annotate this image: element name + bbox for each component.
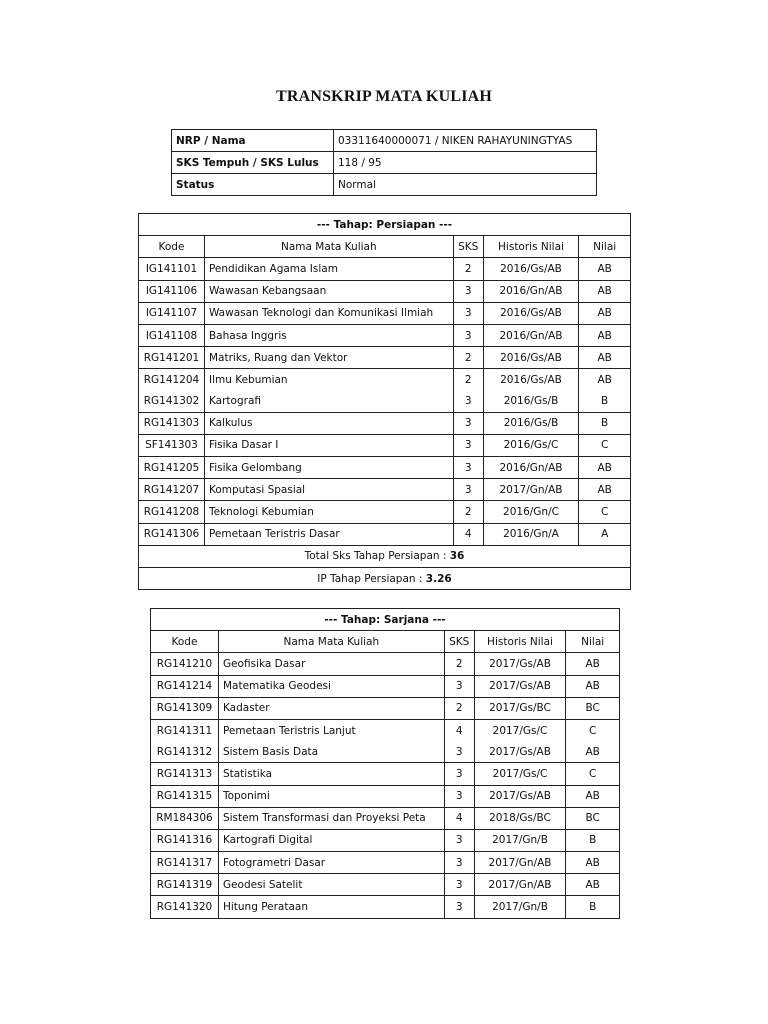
course-row (139, 412, 631, 434)
course-nama: Geodesi Satelit (218, 874, 444, 896)
course-historis: 2016/Gs/B (483, 412, 579, 434)
course-historis: 2017/Gn/B (474, 896, 566, 918)
course-nama: Kadaster (218, 697, 444, 719)
course-row (151, 785, 620, 807)
course-row (139, 324, 631, 346)
ip-label: IP Tahap Persiapan : (317, 572, 426, 585)
course-nilai: B (566, 896, 620, 918)
course-sks: 3 (444, 741, 474, 763)
course-kode: RG141210 (151, 653, 219, 675)
course-row (151, 829, 620, 851)
course-nama: Ilmu Kebumian (204, 369, 453, 391)
course-sks: 3 (453, 302, 483, 324)
course-row (151, 852, 620, 874)
course-row (139, 434, 631, 456)
course-historis: 2017/Gs/AB (474, 741, 566, 763)
course-nama: Sistem Basis Data (218, 741, 444, 763)
course-kode: RG141208 (139, 501, 205, 523)
course-nilai: AB (579, 324, 631, 346)
course-row (139, 369, 631, 391)
col-kode: Kode (151, 631, 219, 653)
course-kode: RG141317 (151, 852, 219, 874)
course-nilai: AB (566, 852, 620, 874)
course-nama: Bahasa Inggris (204, 324, 453, 346)
course-kode: RG141311 (151, 719, 219, 741)
col-sks: SKS (444, 631, 474, 653)
course-row (139, 457, 631, 479)
course-kode: RG141207 (139, 479, 205, 501)
course-nilai: C (579, 501, 631, 523)
course-nilai: C (579, 434, 631, 456)
course-historis: 2016/Gs/B (483, 391, 579, 413)
course-historis: 2017/Gs/BC (474, 697, 566, 719)
course-nama: Hitung Perataan (218, 896, 444, 918)
course-row (139, 501, 631, 523)
course-row (151, 807, 620, 829)
course-row (139, 280, 631, 302)
course-historis: 2017/Gs/AB (474, 785, 566, 807)
course-nama: Wawasan Kebangsaan (204, 280, 453, 302)
course-nilai: AB (566, 653, 620, 675)
course-row (151, 697, 620, 719)
col-nama: Nama Mata Kuliah (218, 631, 444, 653)
course-kode: RG141302 (139, 391, 205, 413)
course-nilai: B (579, 391, 631, 413)
course-nama: Teknologi Kebumian (204, 501, 453, 523)
course-nilai: AB (579, 479, 631, 501)
course-nilai: C (566, 763, 620, 785)
course-historis: 2016/Gs/AB (483, 258, 579, 280)
course-sks: 3 (453, 434, 483, 456)
info-row (172, 174, 597, 196)
course-kode: RG141205 (139, 457, 205, 479)
course-kode: RG141315 (151, 785, 219, 807)
course-row (151, 741, 620, 763)
info-label: Status (172, 174, 334, 196)
course-nilai: AB (566, 741, 620, 763)
course-historis: 2017/Gn/B (474, 829, 566, 851)
course-sks: 3 (453, 479, 483, 501)
col-historis: Historis Nilai (474, 631, 566, 653)
course-historis: 2016/Gn/A (483, 523, 579, 545)
persiapan-table (138, 213, 631, 590)
course-sks: 2 (453, 347, 483, 369)
course-sks: 3 (444, 852, 474, 874)
total-sks-value: 36 (449, 550, 465, 563)
total-sks-row (139, 545, 631, 567)
ip-row (139, 568, 631, 590)
course-historis: 2018/Gs/BC (474, 807, 566, 829)
course-sks: 3 (444, 874, 474, 896)
course-nama: Fisika Dasar I (204, 434, 453, 456)
course-kode: RG141319 (151, 874, 219, 896)
info-label: NRP / Nama (172, 130, 334, 152)
course-row (139, 523, 631, 545)
total-sks (139, 545, 631, 567)
col-kode: Kode (139, 236, 205, 258)
course-nama: Pemetaan Teristris Dasar (204, 523, 453, 545)
course-nilai: AB (579, 258, 631, 280)
course-sks: 2 (453, 258, 483, 280)
course-historis: 2016/Gs/C (483, 434, 579, 456)
course-kode: RG141313 (151, 763, 219, 785)
course-historis: 2017/Gs/AB (474, 653, 566, 675)
course-kode: RG141316 (151, 829, 219, 851)
course-row (139, 479, 631, 501)
course-kode: RG141306 (139, 523, 205, 545)
course-historis: 2017/Gn/AB (474, 874, 566, 896)
info-value: 03311640000071 / NIKEN RAHAYUNINGTYAS (334, 130, 597, 152)
course-nilai: A (579, 523, 631, 545)
course-kode: RG141204 (139, 369, 205, 391)
course-historis: 2016/Gs/AB (483, 302, 579, 324)
course-nilai: AB (579, 280, 631, 302)
column-header-row (139, 236, 631, 258)
col-historis: Historis Nilai (483, 236, 579, 258)
course-nama: Statistika (218, 763, 444, 785)
stage-heading: --- Tahap: Persiapan --- (139, 214, 631, 236)
course-historis: 2016/Gn/AB (483, 324, 579, 346)
stage-heading: --- Tahap: Sarjana --- (151, 609, 620, 631)
course-row (139, 391, 631, 413)
course-historis: 2016/Gn/C (483, 501, 579, 523)
course-sks: 3 (444, 763, 474, 785)
course-nama: Toponimi (218, 785, 444, 807)
course-sks: 2 (444, 697, 474, 719)
course-historis: 2017/Gs/AB (474, 675, 566, 697)
course-kode: IG141106 (139, 280, 205, 302)
course-historis: 2017/Gs/C (474, 719, 566, 741)
course-nama: Pemetaan Teristris Lanjut (218, 719, 444, 741)
info-value: Normal (334, 174, 597, 196)
course-kode: RG141201 (139, 347, 205, 369)
column-header-row (151, 631, 620, 653)
course-kode: RG141312 (151, 741, 219, 763)
course-sks: 3 (453, 412, 483, 434)
course-nama: Matriks, Ruang dan Vektor (204, 347, 453, 369)
course-sks: 3 (444, 829, 474, 851)
course-row (151, 896, 620, 918)
course-kode: IG141101 (139, 258, 205, 280)
course-nilai: AB (579, 457, 631, 479)
col-nama: Nama Mata Kuliah (204, 236, 453, 258)
course-nilai: AB (579, 302, 631, 324)
info-row (172, 152, 597, 174)
info-value: 118 / 95 (334, 152, 597, 174)
info-row (172, 130, 597, 152)
course-sks: 3 (453, 280, 483, 302)
course-nama: Kalkulus (204, 412, 453, 434)
course-row (139, 258, 631, 280)
course-sks: 3 (453, 324, 483, 346)
course-nama: Wawasan Teknologi dan Komunikasi Ilmiah (204, 302, 453, 324)
col-sks: SKS (453, 236, 483, 258)
course-nama: Matematika Geodesi (218, 675, 444, 697)
course-kode: SF141303 (139, 434, 205, 456)
course-sks: 3 (444, 785, 474, 807)
course-nilai: C (566, 719, 620, 741)
course-sks: 2 (453, 501, 483, 523)
course-historis: 2017/Gn/AB (474, 852, 566, 874)
stage-heading-row (139, 214, 631, 236)
page-title: TRANSKRIP MATA KULIAH (275, 88, 493, 105)
ip-tahap (139, 568, 631, 590)
course-sks: 3 (444, 896, 474, 918)
student-info-table (171, 129, 597, 196)
stage-heading-row (151, 609, 620, 631)
course-nama: Fisika Gelombang (204, 457, 453, 479)
course-kode: IG141107 (139, 302, 205, 324)
course-row (151, 874, 620, 896)
course-sks: 4 (453, 523, 483, 545)
course-row (139, 347, 631, 369)
course-nama: Geofisika Dasar (218, 653, 444, 675)
course-kode: RG141303 (139, 412, 205, 434)
course-nama: Kartografi Digital (218, 829, 444, 851)
course-kode: RM184306 (151, 807, 219, 829)
course-kode: IG141108 (139, 324, 205, 346)
course-nilai: BC (566, 697, 620, 719)
course-sks: 2 (453, 369, 483, 391)
course-historis: 2016/Gn/AB (483, 457, 579, 479)
course-nilai: AB (579, 347, 631, 369)
course-kode: RG141309 (151, 697, 219, 719)
course-nama: Pendidikan Agama Islam (204, 258, 453, 280)
course-nama: Komputasi Spasial (204, 479, 453, 501)
course-row (151, 763, 620, 785)
course-sks: 2 (444, 653, 474, 675)
course-historis: 2016/Gs/AB (483, 369, 579, 391)
course-sks: 3 (453, 391, 483, 413)
course-kode: RG141320 (151, 896, 219, 918)
course-row (151, 653, 620, 675)
course-sks: 4 (444, 719, 474, 741)
course-nama: Kartografi (204, 391, 453, 413)
course-nilai: AB (579, 369, 631, 391)
total-sks-label: Total Sks Tahap Persiapan : (304, 550, 450, 563)
course-nilai: B (566, 829, 620, 851)
course-nilai: AB (566, 874, 620, 896)
course-historis: 2017/Gn/AB (483, 479, 579, 501)
course-historis: 2017/Gs/C (474, 763, 566, 785)
course-nilai: AB (566, 785, 620, 807)
course-row (151, 719, 620, 741)
sarjana-table (150, 608, 620, 919)
info-label: SKS Tempuh / SKS Lulus (172, 152, 334, 174)
course-nama: Fotogrametri Dasar (218, 852, 444, 874)
course-nilai: BC (566, 807, 620, 829)
course-kode: RG141214 (151, 675, 219, 697)
course-sks: 4 (444, 807, 474, 829)
course-row (151, 675, 620, 697)
course-nilai: AB (566, 675, 620, 697)
col-nilai: Nilai (566, 631, 620, 653)
col-nilai: Nilai (579, 236, 631, 258)
course-historis: 2016/Gn/AB (483, 280, 579, 302)
course-nilai: B (579, 412, 631, 434)
course-sks: 3 (453, 457, 483, 479)
ip-value: 3.26 (425, 572, 452, 585)
course-row (139, 302, 631, 324)
course-sks: 3 (444, 675, 474, 697)
course-historis: 2016/Gs/AB (483, 347, 579, 369)
course-nama: Sistem Transformasi dan Proyeksi Peta (218, 807, 444, 829)
